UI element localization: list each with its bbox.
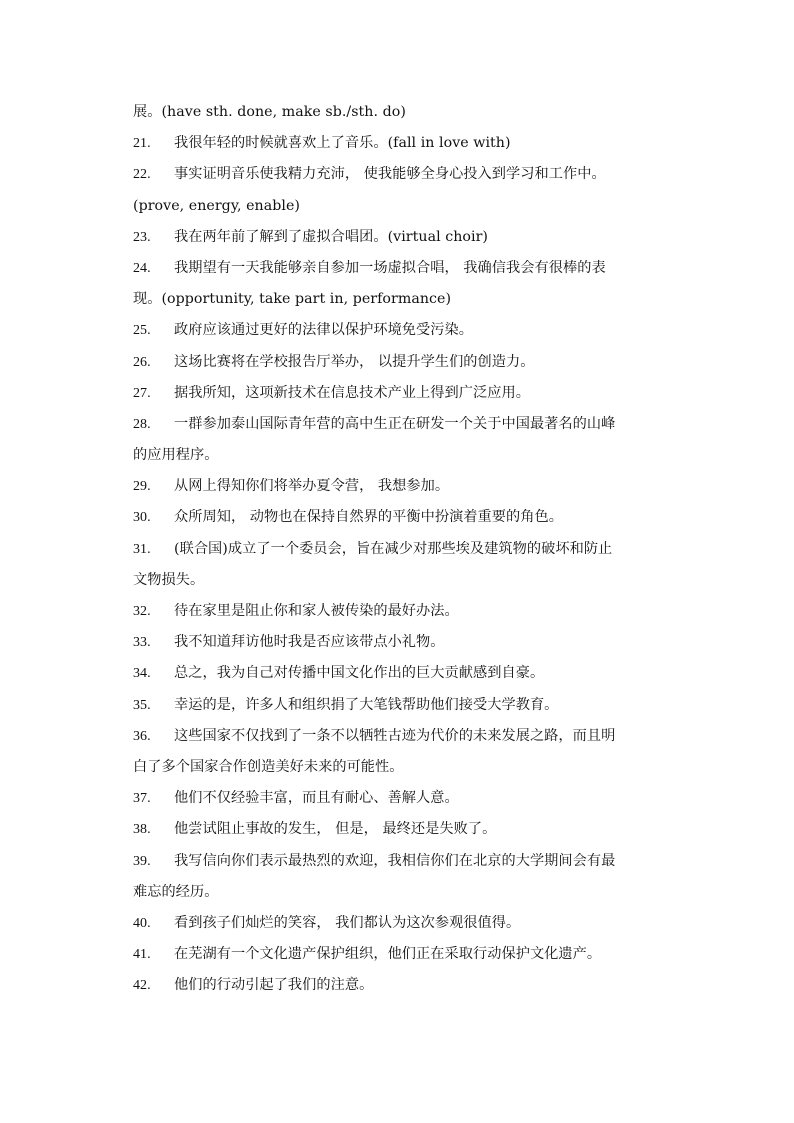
- item-text: 我期望有一天我能够亲自参加一场虚拟合唱， 我确信我会有很棒的表: [174, 259, 606, 276]
- item-number: 40.: [133, 915, 151, 931]
- item-number: 34.: [133, 666, 151, 682]
- item-number: 23.: [133, 229, 151, 245]
- exercise-item: [133, 721, 678, 752]
- exercise-item: [133, 658, 678, 689]
- item-text: 政府应该通过更好的法律以保护环境免受污染。: [174, 322, 473, 339]
- item-text-continued: 的应用程序。: [133, 447, 219, 464]
- item-text: (联合国)成立了一个委员会，旨在减少对那些埃及建筑物的破坏和防止: [174, 540, 613, 557]
- item-text: 这场比赛将在学校报告厅举办， 以提升学生们的创造力。: [174, 353, 535, 370]
- exercise-item: [133, 846, 678, 877]
- continuation-line: [133, 565, 678, 596]
- item-number: 35.: [133, 697, 151, 713]
- item-text: 事实证明音乐使我精力充沛， 使我能够全身心投入到学习和工作中。: [174, 166, 606, 183]
- item-number: 39.: [133, 853, 151, 869]
- item-text-continued: 展。(have sth. done, make sb./sth. do): [133, 104, 406, 120]
- item-text: 我不知道拜访他时我是否应该带点小礼物。: [174, 634, 445, 651]
- item-text: 他们不仅经验丰富，而且有耐心、善解人意。: [174, 790, 459, 807]
- exercise-item: [133, 347, 678, 378]
- exercise-item: [133, 627, 678, 658]
- exercise-item: [133, 159, 678, 190]
- item-text-continued: 难忘的经历。: [133, 883, 219, 900]
- exercise-list: [133, 97, 678, 1001]
- item-text: 我写信向你们表示最热烈的欢迎，我相信你们在北京的大学期间会有最: [174, 852, 616, 869]
- item-number: 37.: [133, 791, 151, 807]
- item-number: 27.: [133, 385, 151, 401]
- item-text: 在芜湖有一个文化遗产保护组织，他们正在采取行动保护文化遗产。: [174, 946, 602, 963]
- item-text: 幸运的是，许多人和组织捐了大笔钱帮助他们接受大学教育。: [174, 696, 559, 713]
- exercise-item: [133, 814, 678, 845]
- item-number: 41.: [133, 947, 151, 963]
- continuation-line: [133, 284, 678, 315]
- item-number: 29.: [133, 479, 151, 495]
- exercise-item: [133, 471, 678, 502]
- exercise-item: [133, 970, 678, 1001]
- item-number: 33.: [133, 635, 151, 651]
- exercise-item: [133, 128, 678, 159]
- item-text: 总之，我为自己对传播中国文化作出的巨大贡献感到自豪。: [174, 665, 545, 682]
- item-number: 26.: [133, 354, 151, 370]
- item-number: 24.: [133, 260, 151, 276]
- item-text: 待在家里是阻止你和家人被传染的最好办法。: [174, 603, 459, 619]
- item-number: 22.: [133, 167, 151, 183]
- exercise-item: [133, 534, 678, 565]
- item-number: 30.: [133, 510, 151, 526]
- continuation-line: [133, 440, 678, 471]
- item-text: 我在两年前了解到了虚拟合唱团。(virtual choir): [174, 228, 489, 245]
- item-number: 42.: [133, 978, 151, 994]
- item-text-continued: 现。(opportunity, take part in, performance): [133, 291, 452, 308]
- item-number: 36.: [133, 728, 151, 744]
- exercise-item: [133, 222, 678, 253]
- item-text: 据我所知，这项新技术在信息技术产业上得到广泛应用。: [174, 384, 530, 401]
- continuation-line: [133, 191, 678, 222]
- item-text-continued: 白了多个国家合作创造美好未来的可能性。: [133, 758, 404, 775]
- item-text: 看到孩子们灿烂的笑容， 我们都认为这次参观很值得。: [174, 914, 521, 931]
- exercise-item: [133, 315, 678, 346]
- exercise-item: [133, 939, 678, 970]
- exercise-item: [133, 690, 678, 721]
- exercise-item: [133, 783, 678, 814]
- item-text: 我很年轻的时候就喜欢上了音乐。(fall in love with): [174, 135, 511, 152]
- item-text: 他尝试阻止事故的发生， 但是， 最终还是失败了。: [174, 821, 497, 838]
- item-text: 他们的行动引起了我们的注意。: [174, 977, 374, 994]
- exercise-item: [133, 378, 678, 409]
- item-number: 32.: [133, 604, 151, 619]
- item-text-continued: (prove, energy, enable): [133, 197, 301, 214]
- exercise-item: [133, 409, 678, 440]
- item-number: 31.: [133, 541, 151, 557]
- item-text: 从网上得知你们将举办夏令营， 我想参加。: [174, 478, 450, 495]
- item-number: 21.: [133, 136, 151, 152]
- item-text: 这些国家不仅找到了一条不以牺牲古迹为代价的未来发展之路，而且明: [174, 727, 616, 744]
- exercise-item: [133, 596, 678, 627]
- item-number: 25.: [133, 323, 151, 339]
- item-number: 38.: [133, 822, 151, 838]
- exercise-item: [133, 502, 678, 533]
- item-text: 众所周知， 动物也在保持自然界的平衡中扮演着重要的角色。: [174, 509, 563, 526]
- continuation-line: [133, 752, 678, 783]
- exercise-item: [133, 253, 678, 284]
- item-text: 一群参加泰山国际青年营的高中生正在研发一个关于中国最著名的山峰: [174, 415, 616, 432]
- continuation-line: [133, 97, 678, 128]
- exercise-item: [133, 908, 678, 939]
- continuation-line: [133, 877, 678, 908]
- item-text-continued: 文物损失。: [133, 571, 205, 588]
- item-number: 28.: [133, 416, 151, 432]
